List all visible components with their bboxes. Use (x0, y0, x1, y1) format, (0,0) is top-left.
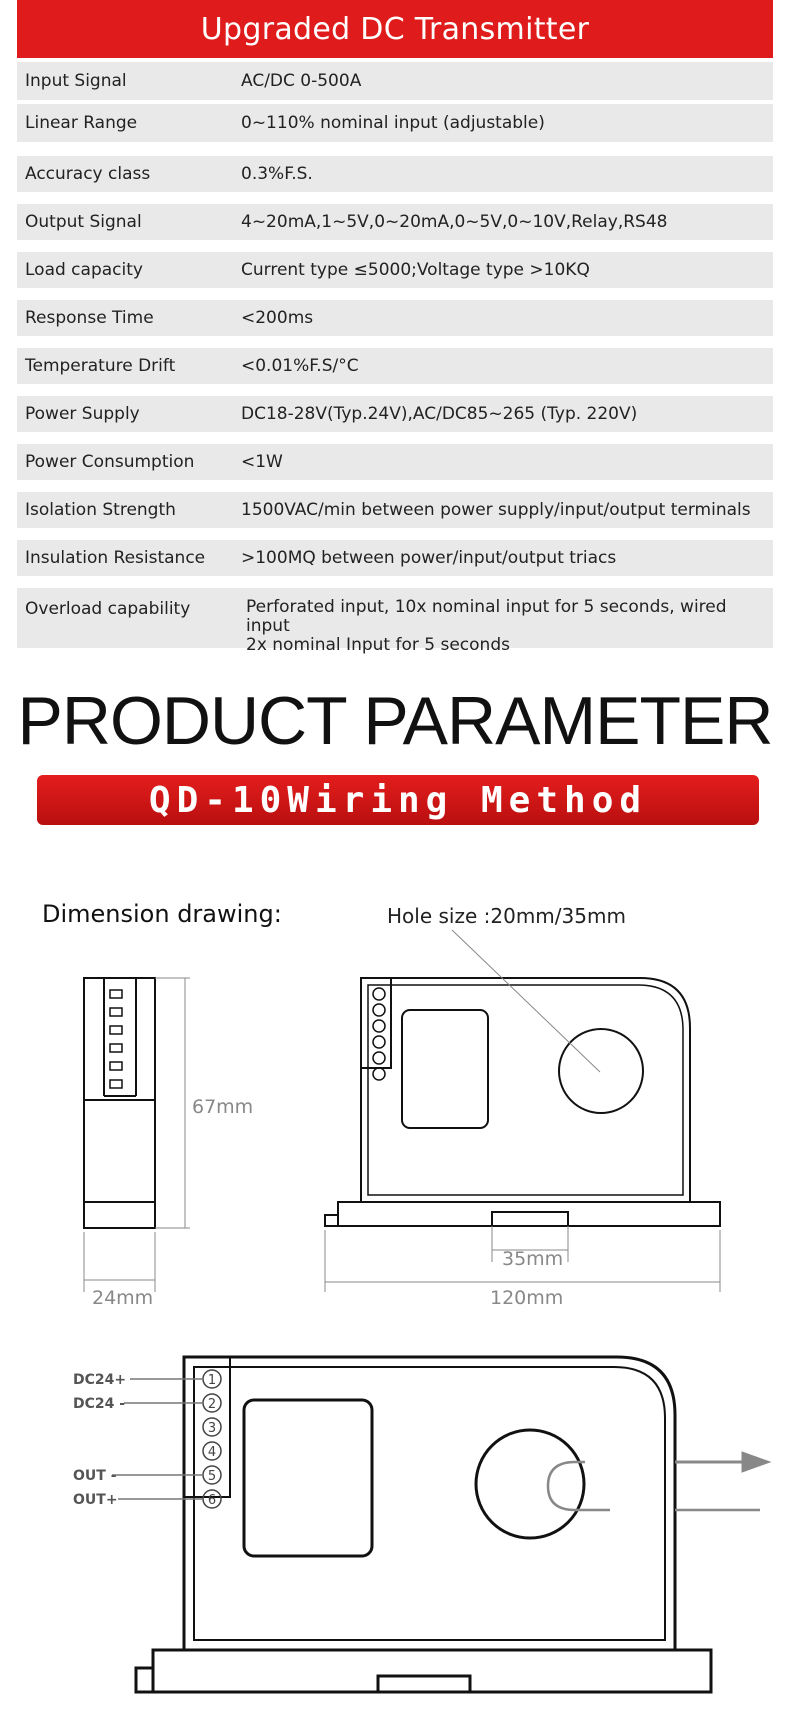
rail-dimension-label: 35mm (502, 1248, 564, 1270)
hole-size-label: Hole size :20mm/35mm (387, 904, 626, 928)
header-title: Upgraded DC Transmitter (17, 0, 773, 58)
spec-value: Current type ≤5000;Voltage type >10KQ (241, 260, 590, 280)
terminal-label-out-plus: OUT+ (73, 1492, 118, 1508)
spec-label: Power Supply (25, 404, 140, 424)
terminal-number: 3 (207, 1421, 217, 1436)
spec-value: <200ms (241, 308, 314, 328)
side-width-dimension-label: 24mm (92, 1287, 154, 1309)
spec-label: Response Time (25, 308, 154, 328)
spec-label: Power Consumption (25, 452, 195, 472)
spec-label: Overload capability (25, 599, 191, 619)
wiring-diagram (136, 1357, 770, 1692)
terminal-label-dc24-minus: DC24 - (73, 1396, 126, 1412)
terminal-number: 4 (207, 1445, 217, 1460)
spec-value: 0~110% nominal input (adjustable) (241, 113, 545, 133)
spec-label: Temperature Drift (25, 356, 176, 376)
spec-value: >100MQ between power/input/output triacs (241, 548, 617, 568)
section-title: PRODUCT PARAMETER (17, 683, 773, 759)
terminal-number: 1 (207, 1373, 217, 1388)
terminal-number: 5 (207, 1469, 217, 1484)
spec-label: Output Signal (25, 212, 142, 232)
front-view-drawing (325, 978, 720, 1226)
spec-label: Isolation Strength (25, 500, 176, 520)
terminal-label-dc24-plus: DC24+ (73, 1372, 127, 1388)
spec-label: Insulation Resistance (25, 548, 206, 568)
spec-label: Load capacity (25, 260, 143, 280)
spec-label: Input Signal (25, 71, 127, 91)
terminal-number: 6 (207, 1493, 217, 1508)
spec-value: DC18-28V(Typ.24V),AC/DC85~265 (Typ. 220V) (241, 404, 638, 424)
spec-value: <0.01%F.S/°C (241, 356, 359, 376)
terminal-label-out-minus: OUT - (73, 1468, 117, 1484)
spec-label: Accuracy class (25, 164, 151, 184)
width-dimension-label: 120mm (490, 1287, 564, 1309)
terminal-number: 2 (207, 1397, 217, 1412)
spec-label: Linear Range (25, 113, 138, 133)
spec-value: 0.3%F.S. (241, 164, 313, 184)
spec-value: <1W (241, 452, 283, 472)
spec-value-line: 2x nominal Input for 5 seconds (246, 635, 510, 655)
spec-value: AC/DC 0-500A (241, 71, 362, 91)
dimension-drawing-label: Dimension drawing: (42, 900, 282, 928)
spec-value: 1500VAC/min between power supply/input/output terminals (241, 500, 751, 520)
height-dimension-label: 67mm (192, 1096, 254, 1118)
spec-value-line: Perforated input, 10x nominal input for 5 seconds, wired input (246, 597, 727, 636)
side-view-drawing (84, 978, 155, 1228)
wiring-method-banner: QD-10Wiring Method (37, 775, 759, 825)
spec-value: 4~20mA,1~5V,0~20mA,0~5V,0~10V,Relay,RS48 (241, 212, 668, 232)
